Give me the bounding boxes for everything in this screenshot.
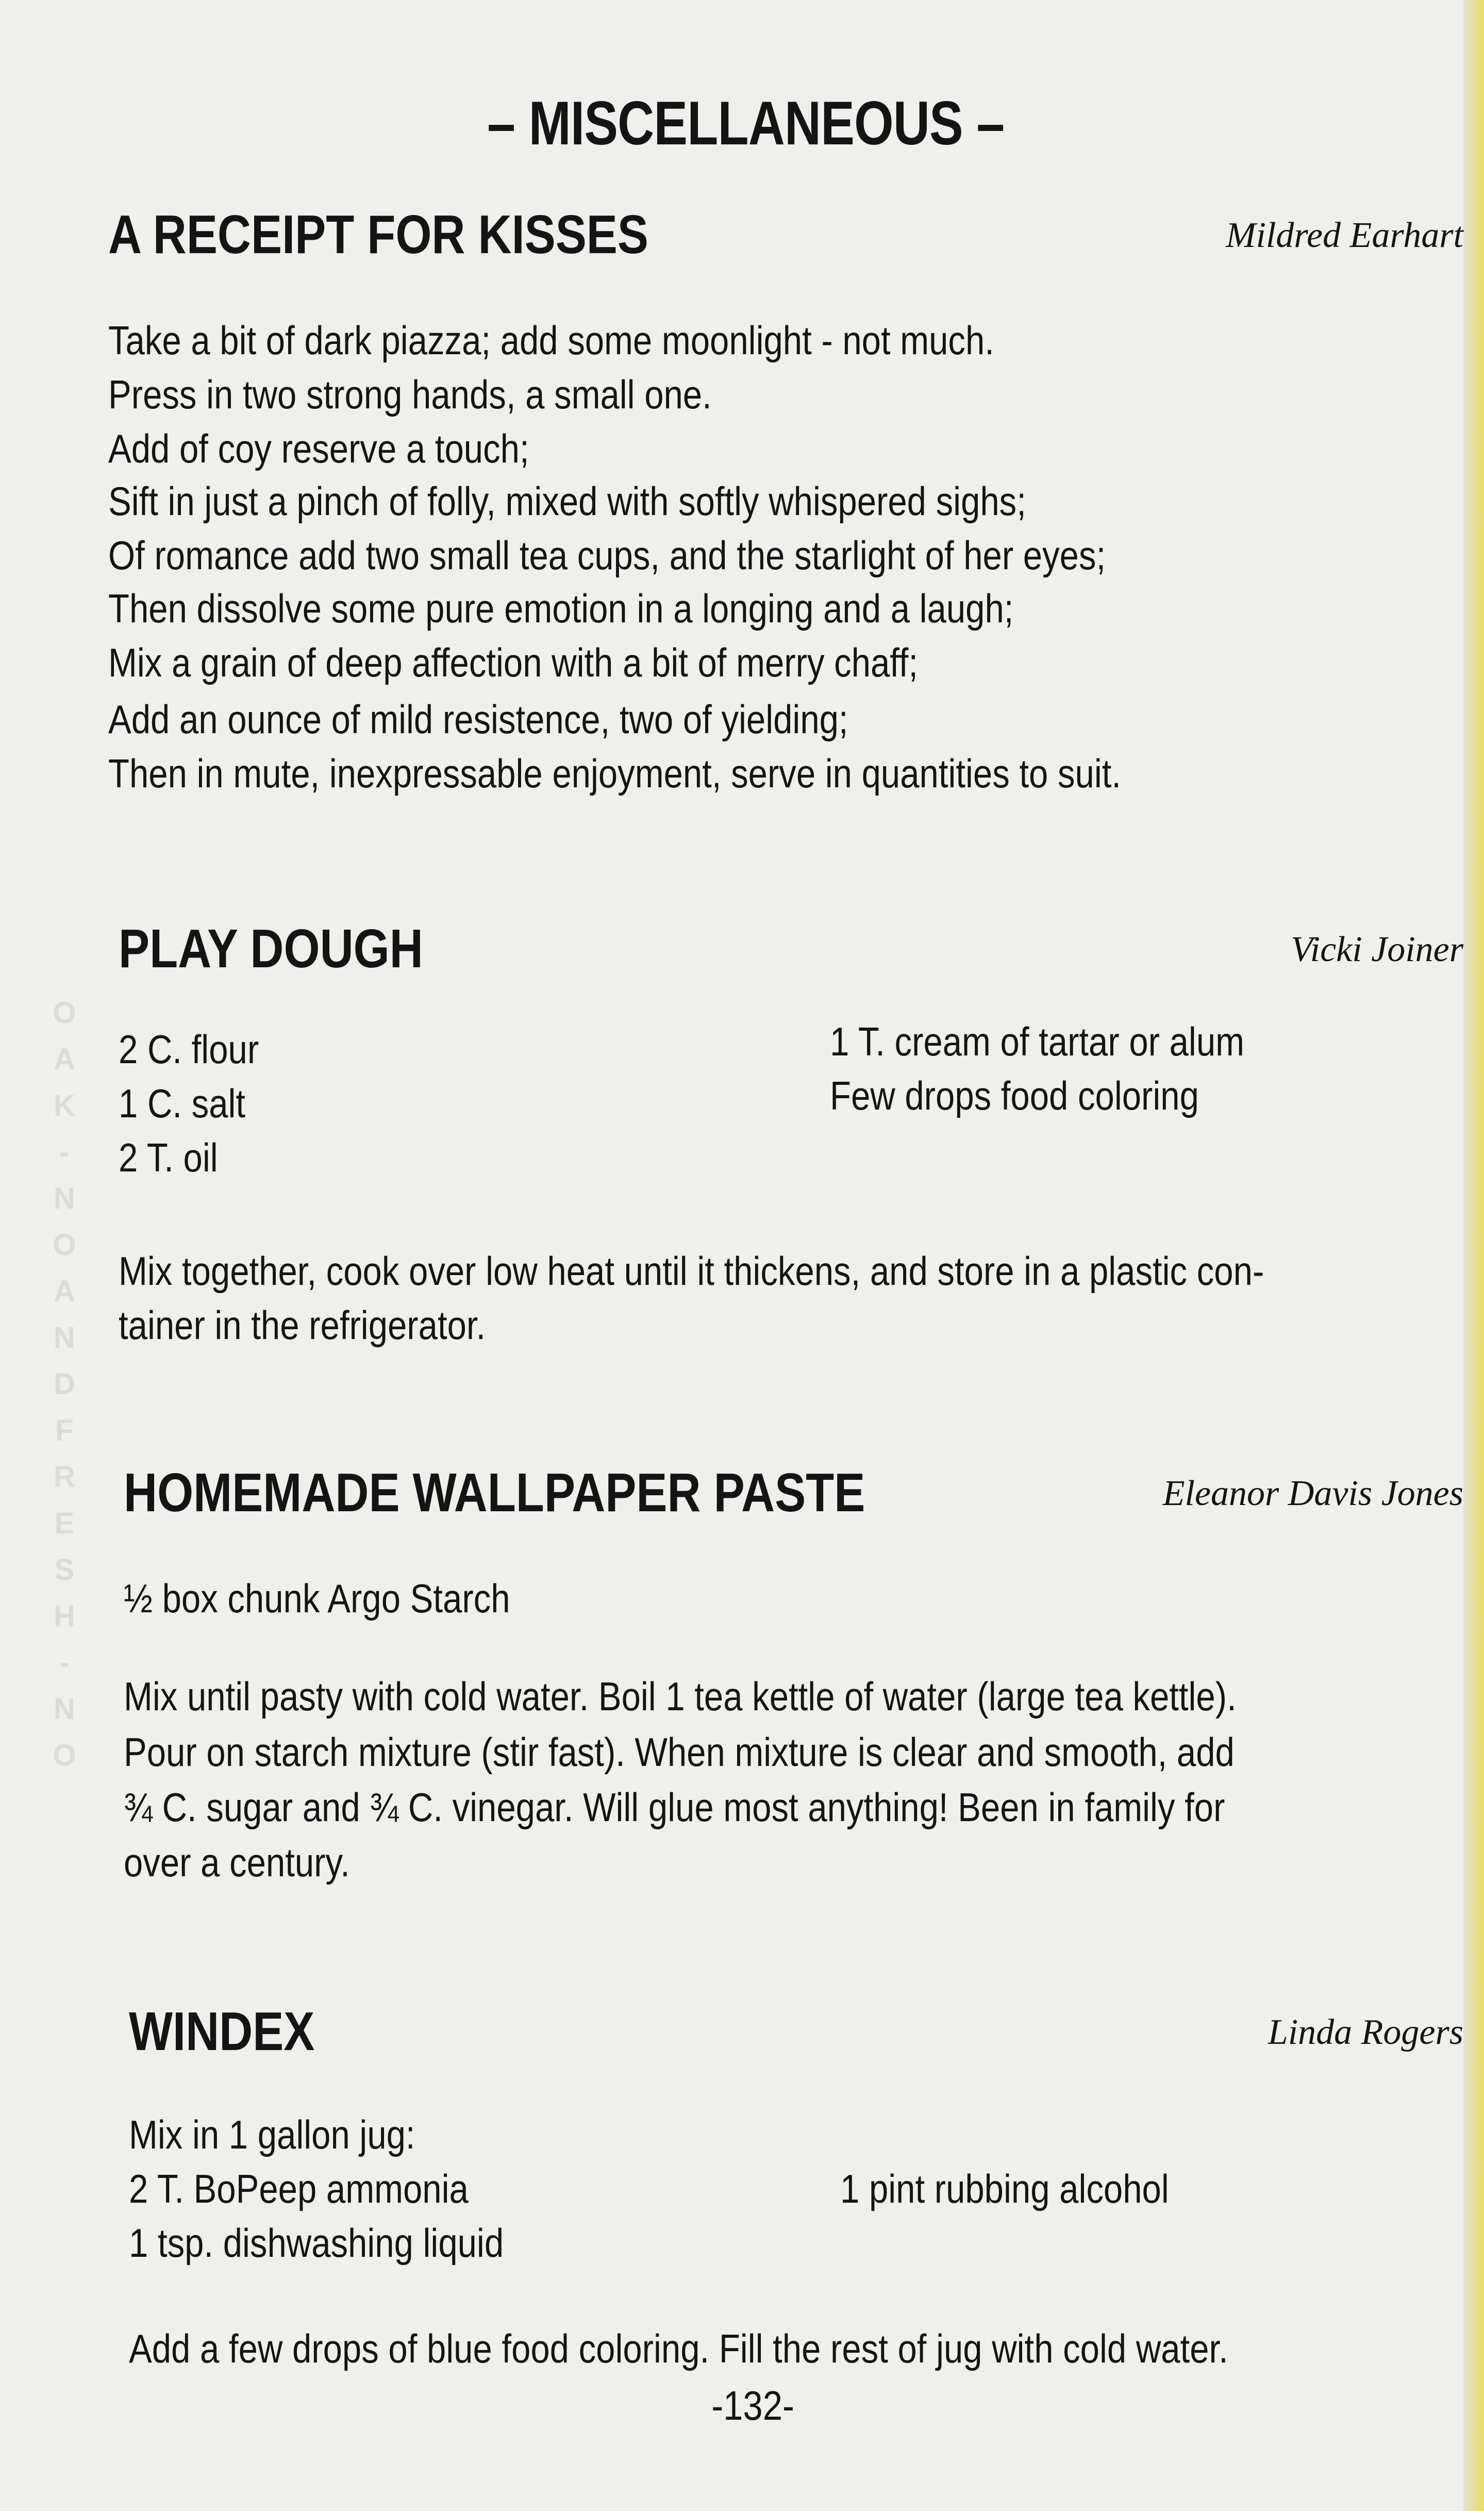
recipe-title: HOMEMADE WALLPAPER PASTE xyxy=(124,1462,865,1523)
directions-line: over a century. xyxy=(124,1840,350,1885)
ingredient: 1 C. salt xyxy=(119,1081,246,1126)
directions-line: Mix together, cook over low heat until it thickens, and store in a plastic con- xyxy=(119,1248,1264,1294)
ingredient: 1 T. cream of tartar or alum xyxy=(830,1019,1245,1064)
recipe-author: Eleanor Davis Jones xyxy=(1162,1474,1463,1513)
ingredient: 1 pint rubbing alcohol xyxy=(840,2166,1169,2211)
page-number: -132- xyxy=(711,2383,794,2429)
poem-line: Add an ounce of mild resistence, two of yielding; xyxy=(108,697,848,742)
poem-line: Take a bit of dark piazza; add some moonlight - not much. xyxy=(108,318,994,363)
recipe-title: PLAY DOUGH xyxy=(119,918,423,979)
recipe-author: Mildred Earhart xyxy=(1226,216,1463,255)
recipe-play-dough xyxy=(119,918,1463,1361)
recipe-wallpaper-paste xyxy=(124,1462,1463,1926)
poem-line: Sift in just a pinch of folly, mixed with softly whispered sighs; xyxy=(108,478,1026,524)
poem-line: Of romance add two small tea cups, and the starlight of her eyes; xyxy=(108,533,1106,578)
directions-line: tainer in the refrigerator. xyxy=(119,1302,486,1348)
page-heading: – MISCELLANEOUS – xyxy=(487,89,1005,158)
bleed-through-text: OAK-NO AND FRESH-NO xyxy=(53,996,76,1772)
recipe-title: WINDEX xyxy=(129,2001,315,2062)
ingredient: 2 C. flour xyxy=(119,1027,259,1072)
recipe-title: A RECEIPT FOR KISSES xyxy=(108,204,648,265)
ingredient: 2 T. BoPeep ammonia xyxy=(129,2166,469,2211)
ingredient: 2 T. oil xyxy=(119,1135,218,1180)
directions-intro: Mix in 1 gallon jug: xyxy=(129,2112,415,2157)
poem-line: Mix a grain of deep affection with a bit of merry chaff; xyxy=(108,640,918,685)
poem-line: Then in mute, inexpressable enjoyment, serve in quantities to suit. xyxy=(108,751,1122,796)
poem-line: Press in two strong hands, a small one. xyxy=(108,372,712,417)
directions-line: Pour on starch mixture (stir fast). When mixture is clear and smooth, add xyxy=(124,1729,1235,1775)
recipe-author: Linda Rogers xyxy=(1268,2012,1463,2052)
poem-line: Then dissolve some pure emotion in a longing and a laugh; xyxy=(108,586,1014,631)
recipe-windex xyxy=(129,2001,1463,2382)
recipe-kisses xyxy=(108,204,1463,807)
recipe-author: Vicki Joiner xyxy=(1291,930,1463,969)
directions-line: Add a few drops of blue food coloring. Fill the rest of jug with cold water. xyxy=(129,2326,1228,2371)
page-edge xyxy=(1463,0,1484,2511)
ingredient: 1 tsp. dishwashing liquid xyxy=(129,2220,504,2266)
directions-line: Mix until pasty with cold water. Boil 1 tea kettle of water (large tea kettle). xyxy=(124,1674,1237,1719)
ingredient: ½ box chunk Argo Starch xyxy=(124,1576,510,1621)
poem-line: Add of coy reserve a touch; xyxy=(108,426,529,471)
ingredient: Few drops food coloring xyxy=(830,1073,1199,1118)
directions-line: ¾ C. sugar and ¾ C. vinegar. Will glue most anything! Been in family for xyxy=(124,1785,1225,1830)
